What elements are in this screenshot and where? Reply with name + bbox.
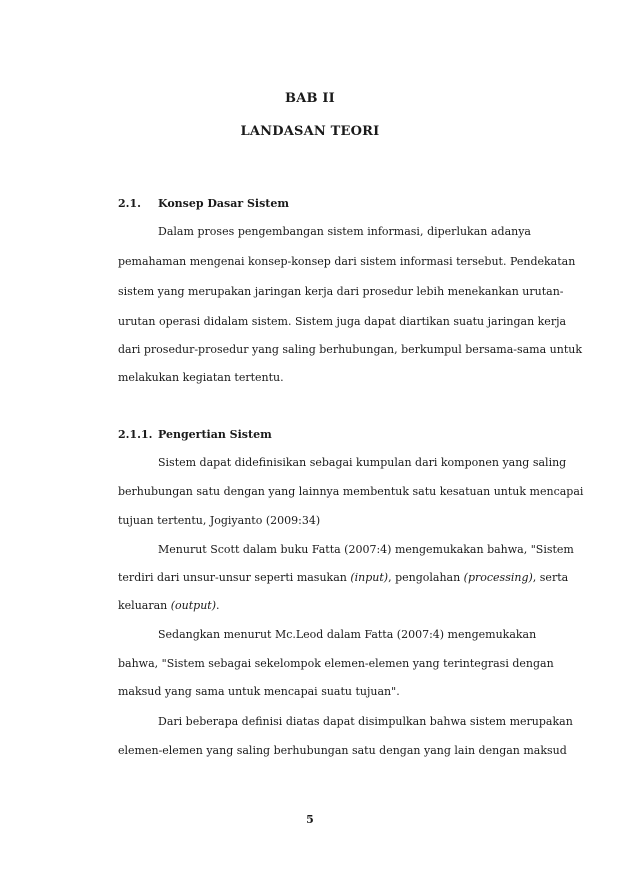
paragraph-line: tujuan tertentu, Jogiyanto (2009:34)	[118, 514, 321, 527]
paragraph-line: terdiri dari unsur-unsur seperti masukan (input), pengolahan (processing), serta	[118, 571, 569, 584]
paragraph-line: berhubungan satu dengan yang lainnya membentuk satu kesatuan untuk mencapai	[118, 485, 584, 498]
chapter-number: BAB II	[285, 91, 335, 106]
paragraph-line: keluaran (output).	[118, 599, 220, 612]
paragraph-line: maksud yang sama untuk mencapai suatu tujuan".	[118, 685, 400, 698]
paragraph-line: urutan operasi didalam sistem. Sistem juga dapat diartikan suatu jaringan kerja	[118, 315, 567, 328]
paragraph-line: Sistem dapat didefinisikan sebagai kumpulan dari komponen yang saling	[158, 456, 567, 469]
paragraph-line: sistem yang merupakan jaringan kerja dari prosedur lebih menekankan urutan-	[118, 285, 564, 298]
section-title: Pengertian Sistem	[158, 428, 272, 441]
paragraph-line: bahwa, "Sistem sebagai sekelompok elemen-elemen yang terintegrasi dengan	[118, 657, 554, 670]
paragraph-line: Menurut Scott dalam buku Fatta (2007:4) mengemukakan bahwa, "Sistem	[158, 543, 574, 556]
chapter-title: LANDASAN TEORI	[240, 124, 380, 139]
paragraph-line: dari prosedur-prosedur yang saling berhubungan, berkumpul bersama-sama untuk	[118, 343, 583, 356]
section-title: Konsep Dasar Sistem	[158, 197, 290, 210]
section-number: 2.1.	[118, 197, 141, 210]
paragraph-line: Dalam proses pengembangan sistem informasi, diperlukan adanya	[158, 225, 531, 238]
page-number: 5	[306, 813, 314, 826]
paragraph-line: pemahaman mengenai konsep-konsep dari sistem informasi tersebut. Pendekatan	[118, 255, 576, 268]
paragraph-line: melakukan kegiatan tertentu.	[118, 371, 284, 384]
paragraph-line: elemen-elemen yang saling berhubungan satu dengan yang lain dengan maksud	[118, 744, 567, 757]
paragraph-line: Dari beberapa definisi diatas dapat disimpulkan bahwa sistem merupakan	[158, 715, 573, 728]
paragraph-line: Sedangkan menurut Mc.Leod dalam Fatta (2007:4) mengemukakan	[158, 628, 537, 641]
section-number: 2.1.1.	[118, 428, 153, 441]
